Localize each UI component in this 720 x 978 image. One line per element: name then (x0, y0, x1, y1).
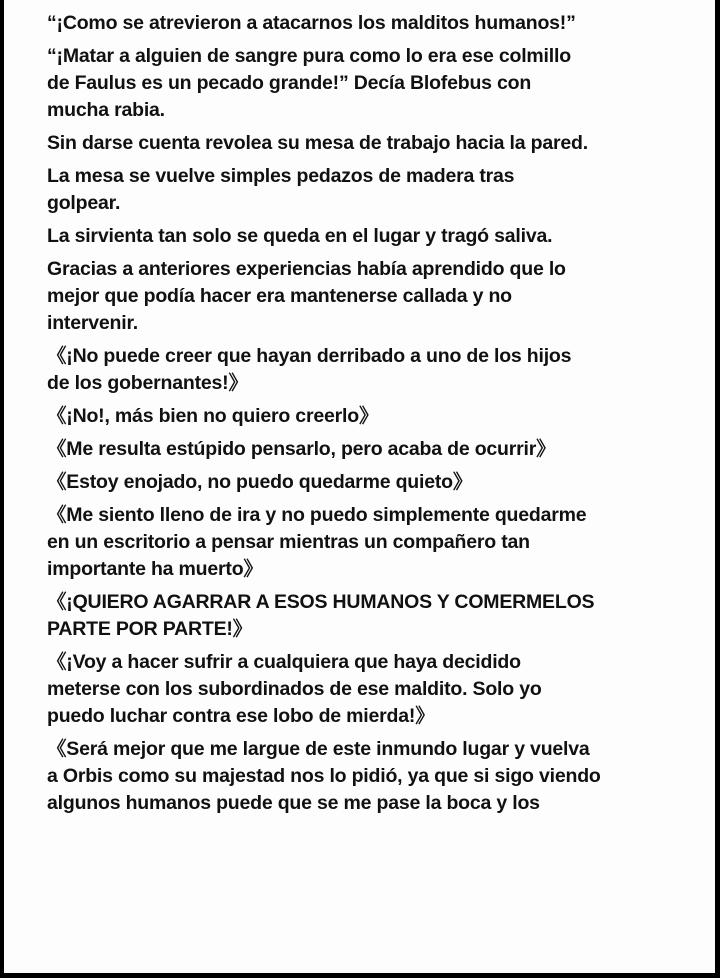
text-line: La mesa se vuelve simples pedazos de madera tras (47, 165, 515, 187)
paragraph (47, 436, 707, 463)
paragraph (47, 130, 707, 157)
paragraph (47, 343, 707, 397)
paragraph (47, 10, 707, 37)
document-body (47, 10, 707, 823)
text-line: en un escritorio a pensar mientras un compañero tan (47, 531, 530, 553)
text-line: de los gobernantes!》 (47, 372, 248, 394)
text-line: 《Me resulta estúpido pensarlo, pero acaba de ocurrir》 (47, 438, 556, 460)
text-line: de Faulus es un pecado grande!” Decía Blofebus con (47, 72, 532, 94)
text-line: mucha rabia. (47, 99, 165, 121)
text-line: 《Será mejor que me largue de este inmundo lugar y vuelva (47, 738, 590, 760)
paragraph (47, 469, 707, 496)
text-line: a Orbis como su majestad nos lo pidió, ya que si sigo viendo (47, 765, 601, 787)
text-line: puedo luchar contra ese lobo de mierda!》 (47, 705, 435, 727)
text-line: 《¡No puede creer que hayan derribado a uno de los hijos (47, 345, 572, 367)
text-line: La sirvienta tan solo se queda en el lugar y tragó saliva. (47, 225, 553, 247)
text-line: algunos humanos puede que se me pase la boca y los (47, 792, 540, 814)
paragraph (47, 736, 707, 817)
text-line: 《Estoy enojado, no puedo quedarme quieto》 (47, 471, 473, 493)
paragraph (47, 256, 707, 337)
paragraph (47, 223, 707, 250)
text-line: 《¡No!, más bien no quiero creerlo》 (47, 405, 379, 427)
paragraph (47, 589, 707, 643)
text-line: “¡Matar a alguien de sangre pura como lo era ese colmillo (47, 45, 571, 67)
text-line: 《Me siento lleno de ira y no puedo simplemente quedarme (47, 504, 587, 526)
text-line: “¡Como se atrevieron a atacarnos los malditos humanos!” (47, 12, 576, 34)
text-line: meterse con los subordinados de ese maldito. Solo yo (47, 678, 542, 700)
text-line: PARTE POR PARTE!》 (47, 618, 252, 640)
paragraph (47, 163, 707, 217)
text-line: 《¡QUIERO AGARRAR A ESOS HUMANOS Y COMERMELOS (47, 591, 595, 613)
text-line: 《¡Voy a hacer sufrir a cualquiera que haya decidido (47, 651, 521, 673)
paragraph (47, 649, 707, 730)
text-line: Sin darse cuenta revolea su mesa de trabajo hacia la pared. (47, 132, 588, 154)
text-line: intervenir. (47, 312, 139, 334)
paragraph (47, 502, 707, 583)
paragraph (47, 43, 707, 124)
text-line: importante ha muerto》 (47, 558, 263, 580)
paragraph (47, 403, 707, 430)
document-page (4, 0, 715, 973)
text-line: mejor que podía hacer era mantenerse callada y no (47, 285, 512, 307)
text-line: golpear. (47, 192, 121, 214)
text-line: Gracias a anteriores experiencias había aprendido que lo (47, 258, 566, 280)
